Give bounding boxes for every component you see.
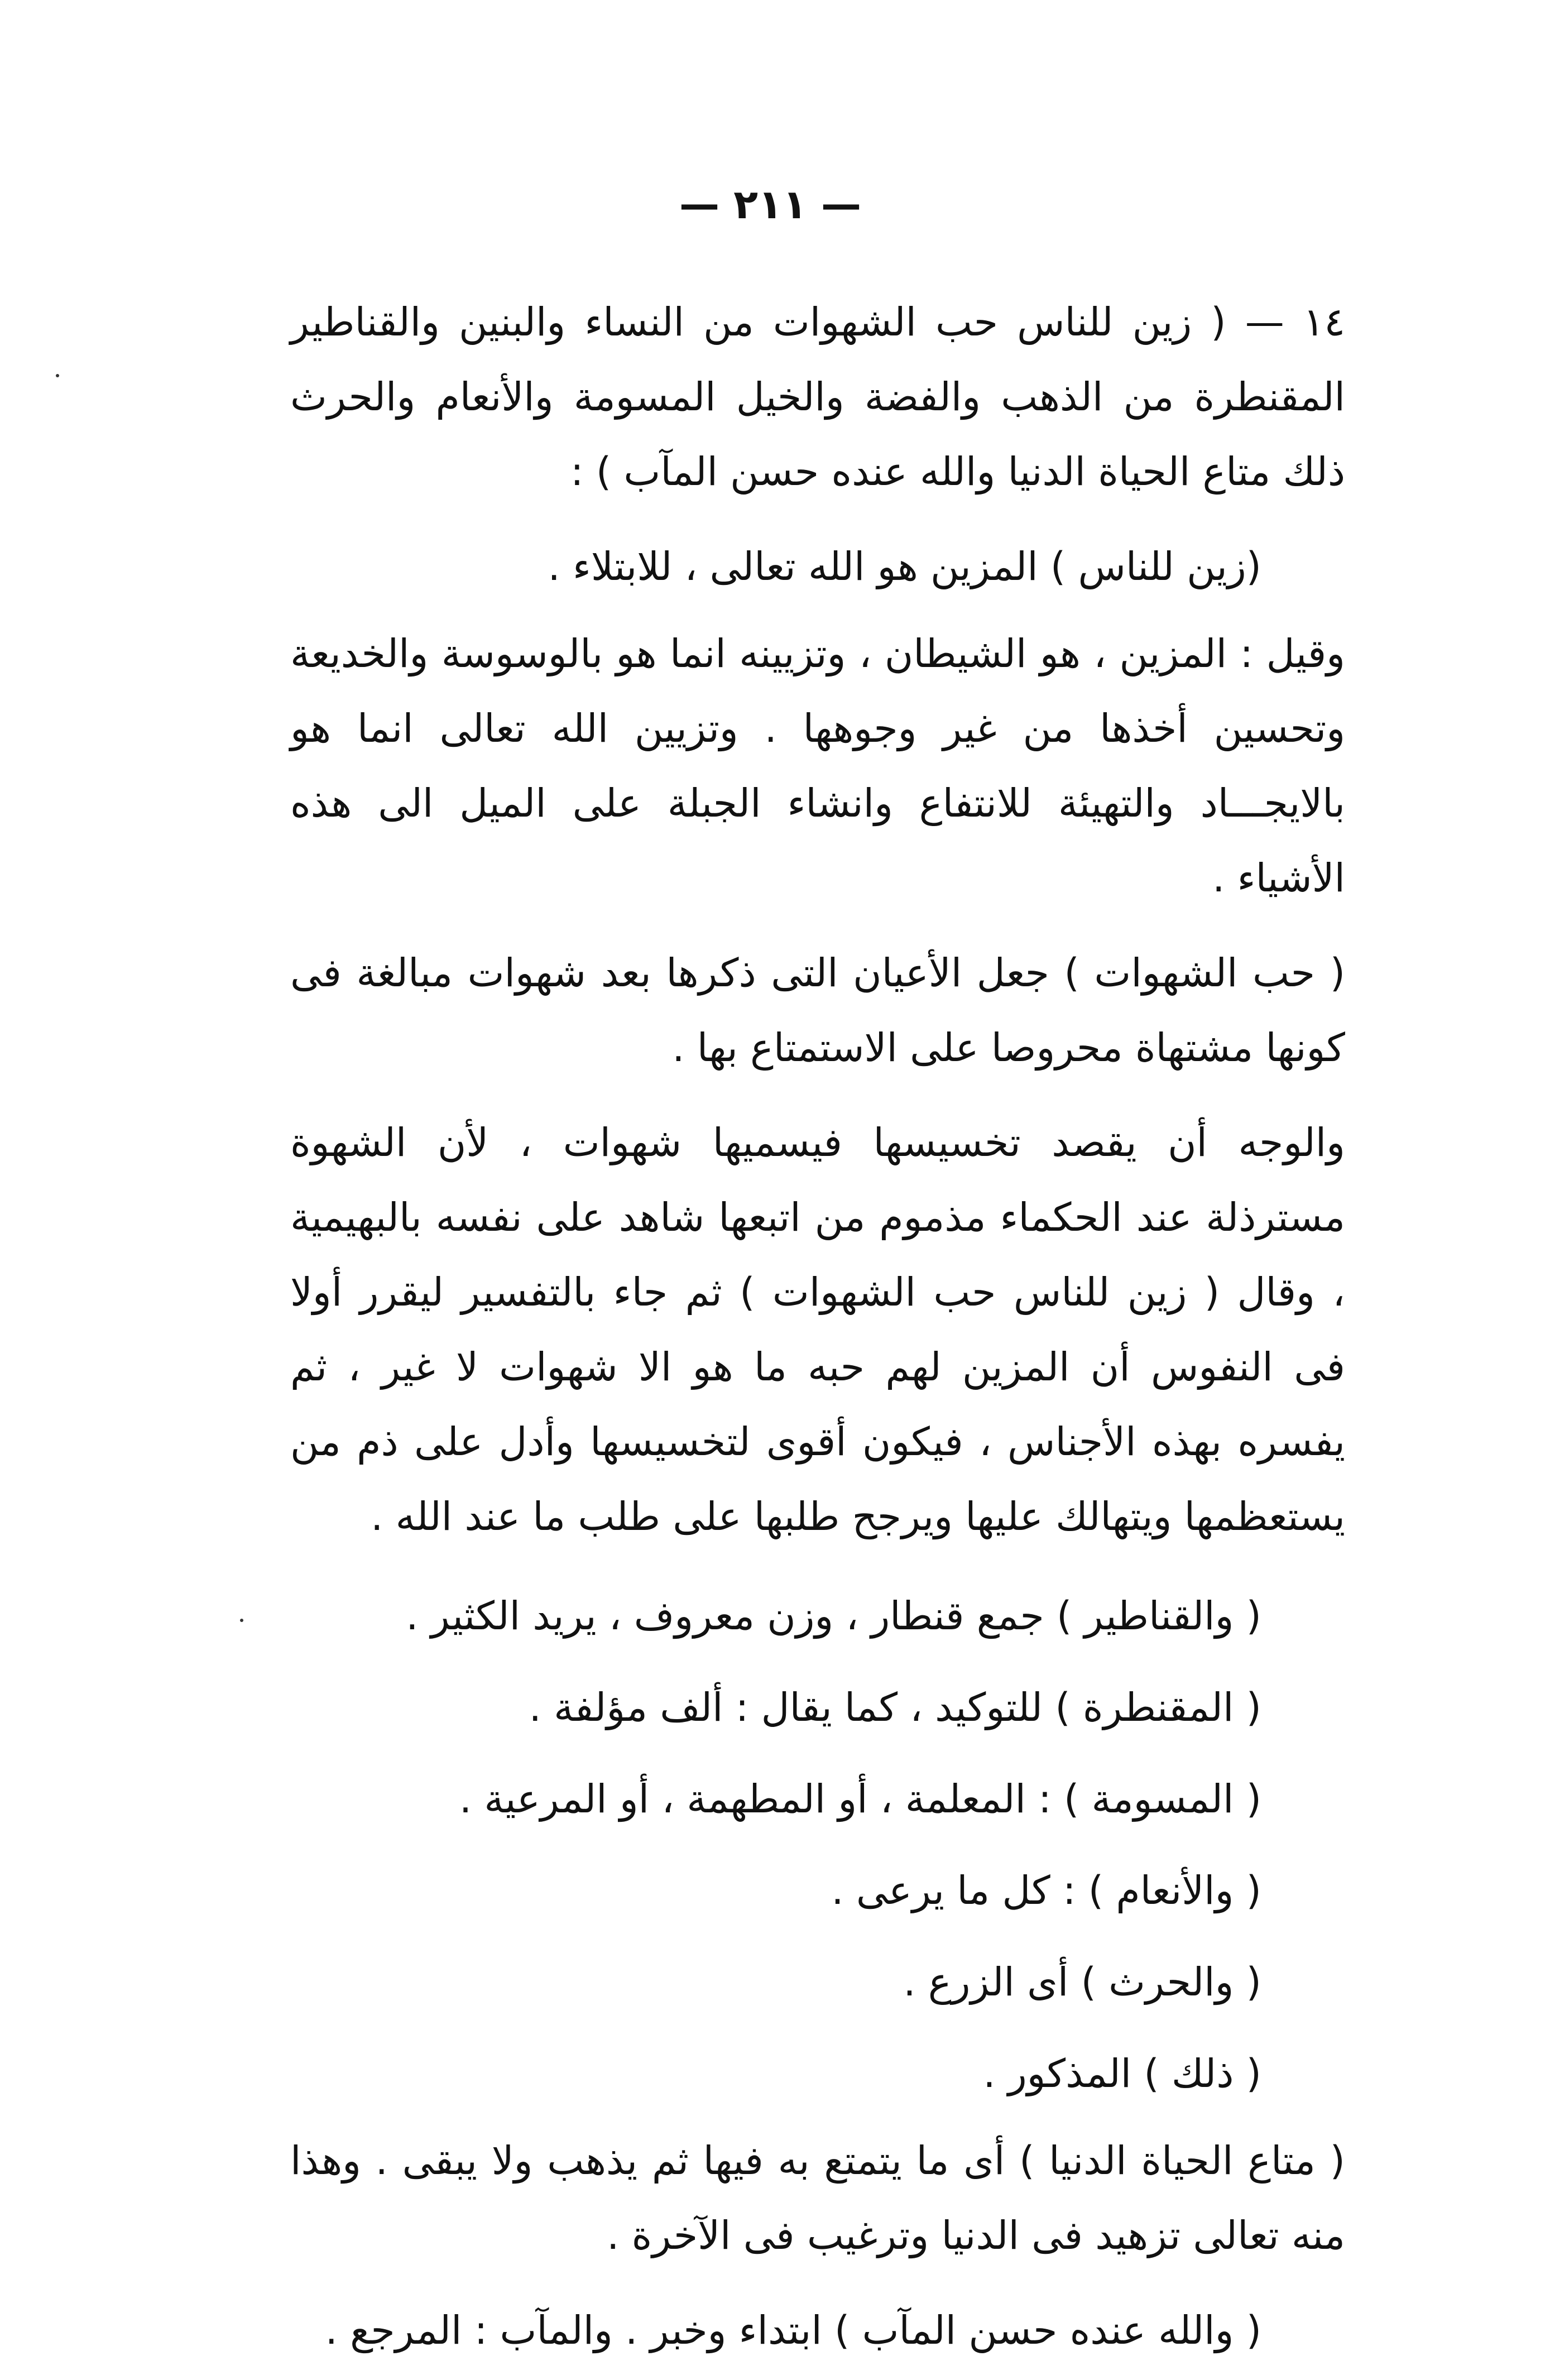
- page-number: — ٢١١ —: [679, 181, 861, 228]
- gloss-line: ( والقناطير ) جمع قنطار ، وزن معروف ، يريد الكثير .: [406, 1593, 1261, 1639]
- gloss-line: ( المسومة ) : المعلمة ، أو المطهمة ، أو المرعية .: [459, 1776, 1261, 1822]
- commentary-paragraph: والوجه أن يقصد تخسيسها فيسميها شهوات ، لأن الشهوة مسترذلة عند الحكماء مذموم من اتبعها شاهد على نفسه بالبهيمية ، وقال ( زين للناس حب الشهوات ) ثم جاء بالتفسير ليقرر أولا فى النفوس أن المزين لهم حبه ما هو الا شهوات لا غير ، ثم يفسره بهذه الأجناس ، فيكون أقوى لتخسيسها وأدل على ذم من يستعظمها ويتهالك عليها ويرجح طلبها على طلب ما عند الله .: [290, 1120, 1345, 1539]
- scan-speck: [240, 1619, 243, 1622]
- gloss-line: ( والأنعام ) : كل ما يرعى .: [831, 1868, 1261, 1913]
- commentary-paragraph: ( والله عنده حسن المآب ) ابتداء وخبر . والمآب : المرجع .: [325, 2307, 1261, 2353]
- gloss-line: ( ذلك ) المذكور .: [983, 2051, 1261, 2096]
- gloss-line: ( والحرث ) أى الزرع .: [903, 1959, 1261, 2005]
- verse-paragraph: ١٤ — ( زين للناس حب الشهوات من النساء والبنين والقناطير المقنطرة من الذهب والفضة والخيل المسومة والأنعام والحرث ذلك متاع الحياة الدنيا والله عنده حسن المآب ) :: [290, 299, 1345, 495]
- commentary-paragraph: (زين للناس ) المزين هو الله تعالى ، للابتلاء .: [548, 544, 1261, 589]
- commentary-paragraph: وقيل : المزين ، هو الشيطان ، وتزيينه انما هو بالوسوسة والخديعة وتحسين أخذها من غير وجوهها . وتزيين الله تعالى انما هو بالايجـــاد والتهيئة للانتفاع وانشاء الجبلة على الميل الى هذه الأشياء .: [290, 631, 1345, 901]
- gloss-line: ( المقنطرة ) للتوكيد ، كما يقال : ألف مؤلفة .: [529, 1685, 1261, 1730]
- commentary-paragraph: ( حب الشهوات ) جعل الأعيان التى ذكرها بعد شهوات مبالغة فى كونها مشتهاة محروصا على الاستمتاع بها .: [290, 950, 1345, 1071]
- commentary-paragraph: ( متاع الحياة الدنيا ) أى ما يتمتع به فيها ثم يذهب ولا يبقى . وهذا منه تعالى تزهيد فى الدنيا وترغيب فى الآخرة .: [290, 2138, 1345, 2258]
- page-body: [290, 285, 1345, 2380]
- scan-speck: [56, 374, 59, 377]
